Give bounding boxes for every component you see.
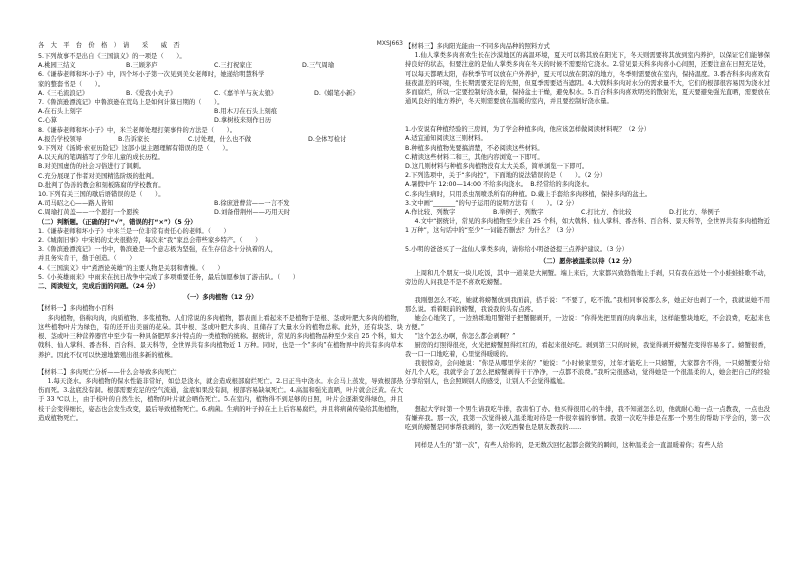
question-7: 7.《鲁滨逊漂流记》中鲁滨逊在荒岛上是如何计算日期的（ ）。 <box>38 99 224 107</box>
page-header <box>38 40 403 49</box>
article-2-p7: 想起大学时第一个男生请我吃牛排，我害怕了办。他买得很用心的牛排，我不知道怎么切，他就耐心地一点一点教我，一点也没有嫌弃我。那一次，我第一次觉得被人温柔地对待是一件很幸福的事情。我第一次吃牛排是在那一个男生的帮助下学会的，第一次吃到的螃蟹是同事帮我剥的，第一次吃西餐也是朋友教我的…… <box>405 405 770 432</box>
judge-3-cont: 并且务实肯干，勤于创造。（ ） <box>38 255 136 263</box>
r-question-3-options <box>405 208 770 217</box>
article-2-p5: 厨房的灯照得很亮，火光把螃蟹照得红红的，看起来很好吃。剥到第三只的时候，我觉得剥开螃蟹壳变得容易多了。螃蟹很香，我一口一口地吃着，心里觉得暖暖的。 <box>405 341 770 359</box>
option: D.打比方、举例子 <box>669 209 720 217</box>
r-question-1-c: C.精读这些材料二和三，其他内容浏览一下即可。 <box>405 153 544 161</box>
judge-1: 1.《谦恭老师和坏小子》中米兰是一位非常有责任心的老师。（ ） <box>38 227 230 235</box>
option: B.《爱我小丸子》 <box>126 89 177 97</box>
judge-section-title: （二）判断题。（正确的打“√”，错误的打“×”）（5 分） <box>38 218 197 226</box>
article-2-p1: 上周和几个朋友一块儿吃饭，其中一道菜是大闸蟹。端上来后，大家都兴致勃勃地上手剥，只有我在远处一个小蛙蛙蛙歌不动，旁边的人问我是不是不喜欢吃螃蟹。 <box>405 269 770 286</box>
r-question-1-a: A.适宜通知阅读这三则材料。 <box>405 135 487 143</box>
question-9-option-a: A.以天真的笔调描写了少年儿童的成长历程。 <box>38 154 164 162</box>
question-6-options <box>38 89 403 98</box>
r-question-1-d: D.这几则材料与种植多肉植物没有太大关系，简单浏览一下即可。 <box>405 163 589 171</box>
material-3-text: 1.仙人掌类多肉喜欢生长在沙漠地区的高温环境，夏天可以将其放在阳光下，冬天则需要将其放到室内养护，以保证它们能够保持良好的状态，但要注意的是仙人掌类多肉在冬天的时候不需要给它浇水。2.常见景天科多肉喜小心间照，还要注意在日照充足处，可以每天都晒太阳，春秋季节可以放在户外养护，夏天可以放在阴凉的地方，冬季则需要放在室内，保持温度。3.番杏科多肉喜欢有昼夜温差的环境，生长期需要充足的光照，但夏季需要适当遮阴。4.大戟科多肉对水分的需求量不大，它们的根部很容易因为浇水过多而腐烂，所以一定要控制好浇水量，保持盆土干燥，避免积水。5.百合科多肉喜欢明亮的散射光，夏天要避免强光直晒，需要放在通风良好的地方养护，冬天则需要放在温暖的室内，并且要控制好浇水量。 <box>405 52 770 106</box>
material-1-label: 【材料一】多肉植物小百科 <box>38 305 114 313</box>
question-6: 6.《谦恭老师和坏小子》中，四个坏小子第一次见到美女老师时，她递给明慧科学 <box>38 71 265 79</box>
option: B.用木刀在石头上刻痕 <box>214 108 277 116</box>
article-2-p8: 同样是人生的“第一次”，有些人给你的，是无数次回忆起都会微笑的瞬间，这种温柔会一直温暖着你；有些人给 <box>414 441 724 449</box>
judge-5: 5.《小英雄雨来》中雨来在抗日战争中完成了多项重要任务，最后加愿参加了游击队。（ ） <box>38 273 300 281</box>
option: C.打比方、作比较 <box>581 209 632 217</box>
left-column <box>38 52 403 432</box>
header-text: 各 大 平 台 价 格 ） 请 采 威 否 <box>38 42 180 49</box>
option: D.刘备借荆州——巧用天时 <box>214 209 291 217</box>
question-8-options <box>38 135 403 144</box>
option: C.周瑜打黄盖——一个愿打一个愿挨 <box>38 209 139 217</box>
option: C.三打祝家庄 <box>214 62 252 70</box>
article-1-title: （一）多肉植物（12 分） <box>183 294 258 302</box>
article-2-p2: 我刚想怎么不吃，她就将螃蟹放到我面前，搭手说：“不要了，吃不饿。”我相同事说那么多，她正好也剥了一个，我就说她不用那么说。看着眼前的螃蟹，我说我的头有点疼。 <box>405 296 770 313</box>
question-10-options <box>38 199 403 208</box>
material-2-label: 【材料二】多肉死亡分析——什么会导致多肉死亡 <box>38 368 177 376</box>
r-question-2-ab: A.暑假中午 12:00—14:00 不给多肉浇水。 B.经常给的多肉浇水。 <box>405 181 594 189</box>
question-9-option-d: D.批判了伪善的教会和刻板陈腐的学校教育。 <box>38 181 165 189</box>
question-10-options-2 <box>38 208 403 217</box>
option: A.报告学校领导 <box>38 135 82 143</box>
option: A.在石头上刻字 <box>38 108 82 116</box>
question-7-options-2 <box>38 116 403 125</box>
article-2-p3: 她会心地笑了，一边熟练地用蟹钳子把蟹腿剥开，一边说：“你得先把里面的肉拿出来，这样能整块地吃，不会浪费，吃起来也方便。” <box>405 314 770 331</box>
section-2-title: 二、阅读短文，完成后面的问题。（24 分） <box>38 283 160 291</box>
option: D.全体写检讨 <box>308 135 347 143</box>
option: A.《三毛流浪记》 <box>38 89 89 97</box>
article-2-p6: 我很惊奇，会问她说：“你是从哪里学来的？”她说：“小时候家里穷，过年才能吃上一只螃蟹，大家都舍不得，一只螃蟹要分给好几个人吃，我就学会了怎么把螃蟹剥得干干净净，一点都不浪费。”我听完很感动，觉得她是一个很温柔的人，她会把自己的经验分享给别人，也会照顾别人的感受，让别人不会觉得尴尬。 <box>405 359 770 386</box>
r-question-2: 2.下列选项中，关于“多肉控”，下面地的说法错误的是（ ）。（2 分） <box>405 172 607 180</box>
material-2-text: 1.每天浇水。多肉植物的保水性能非常好，如总是浇水，就会造成根部腐烂死亡。2.日正当中浇水。水会马上蒸发，导致根部热伤而死。3.盆底没有洞。根部需要充足的空气流通，盆底如果没有洞，根部容易缺氧死亡。4.高温和强光直晒，叶片就会泛黄。在大于 33 ℃以上，由于枝叶的自然生长，植物的叶片就会晒伤死亡。5.在室内，植物得不到足够的日照，叶片会逐渐变得绿色，并且枝干会变得细长，姿态也会发生改变，最后导致植物死亡。6.病菌。生病的叶子掉在土上后容易腐烂，并且将病菌传染给其他植物，造成植物死亡。 <box>38 377 403 422</box>
judge-4: 4.《三国演义》中“煮酒论英雄”的主要人物是关羽和曹操。（ ） <box>38 264 224 272</box>
option: C.《嘉羊羊与灰太狼》 <box>214 89 278 97</box>
r-question-1-b: B.种植多肉植物先要搞清楚，不必阅读这些材料。 <box>405 144 544 152</box>
right-column <box>405 42 770 450</box>
option: B.三顾茅庐 <box>126 62 158 70</box>
question-9-option-b: B.对美国虚伪的社会习俗进行了讽刺。 <box>38 163 146 171</box>
option: D.《蜡笔小新》 <box>314 89 359 97</box>
question-5-options <box>38 61 403 70</box>
option: A.桃园三结义 <box>38 62 76 70</box>
option: D.拿树枝来刻作日历 <box>214 117 272 125</box>
option: C.心算 <box>38 117 57 125</box>
r-question-1: 1.小安说有种植经验的三房间，为了学会种植多肉，他应该怎样做阅读材料呢？（2 分） <box>405 126 651 134</box>
option: C.讨处理，什么也不做 <box>188 135 252 143</box>
question-5: 5.下列故事不是出自《三国演义》的一项是（ ）。 <box>38 53 186 60</box>
r-question-4: 4.文中“据统计，常见的多肉植物至少来自 25 个科，如大戟科、仙人掌科、番杏科、百合科、景天科等，全世界共有多肉植物近 1 万种”，这句话中的“至少”一词能否删去？为什么？（3 分） <box>405 218 770 235</box>
article-2-title: （二）愿你被温柔以待（12 分） <box>539 257 636 266</box>
judge-3: 3.《鲁滨逊漂流记》一书中，鲁滨逊是一个意志极为坚强，在生存信念十分执着的人， <box>38 246 277 254</box>
question-6-cont: 家的整套书是（ ）。 <box>38 80 105 88</box>
judge-2: 2.《城南旧事》中宋妈的丈夫很勤劳，每次来“我”家总会带些家乡特产。（ ） <box>38 237 262 245</box>
option: B.告诉家长 <box>118 135 150 143</box>
option: D.三气周瑜 <box>302 62 335 70</box>
question-9: 9.下列对《汤姆·索亚历险记》这部小说主题理解有错误的是（ ）。 <box>38 145 232 153</box>
question-7-options <box>38 107 403 116</box>
option: B.举例子、列数字 <box>493 209 544 217</box>
r-question-2-cd: C.多肉生病时，只用杀虫剂喷杀所有的种植。D.戴上手套给多肉移植，保持多肉的盆土。 <box>405 190 652 198</box>
option: B.徐庶进曹营——一言不发 <box>214 200 290 208</box>
option: A.作比较、列数字 <box>405 209 456 217</box>
question-8: 8.《谦恭老师和坏小子》中，米兰老师处理打架事件的方法是（ ）。 <box>38 126 237 134</box>
paper-code: MXSJ663 <box>376 40 403 47</box>
material-1-text: 多肉植物，俗称肉肉，肉质植物、多浆植物。人们常说的多肉植物，都表面上看起来不是植物于是根、茎或叶肥大多肉的植物，这些植物叶片为绿色，有的还开出美丽的花朵。其中根、茎或叶肥大多肉、且储存了大量水分的植物总称。此外，还有块茎、块根、茎或叶三种营养器官中至少有一种具备肥厚多汁特点的一类植物的统称。据统计，常见的多肉植物品种至少来自 25 个科，如大戟科、仙人掌科、番杏科、百合科、景天科等，全世界共有多肉植物近 1 万种。同时，也是一个“多肉”在植物界中的共有多肉草本养护。因此不仅可以快速地繁殖出很多新的植株。 <box>38 314 403 359</box>
r-question-3: 3.文中画“_______”的句子运用的说明方法有（ ）。（2 分） <box>405 199 578 207</box>
r-question-5: 5.小明的爸爸买了一盆仙人掌类多肉，请你给小明爸爸提三点养护建议。（3 分） <box>405 246 628 254</box>
option: A.司马昭之心——路人皆知 <box>38 200 114 208</box>
article-2-p4: “这个怎么办啊，你怎么都会剥啊？” <box>414 332 516 340</box>
question-10: 10.下列有关三国的歇后语错误的是（ ）。 <box>38 191 165 199</box>
material-3-label: 【材料三】多肉阳光能由一不同多肉品种的照料方式 <box>405 43 550 50</box>
question-9-option-c: C.充分展现了作者对美国精选阶级的批判。 <box>38 172 158 180</box>
